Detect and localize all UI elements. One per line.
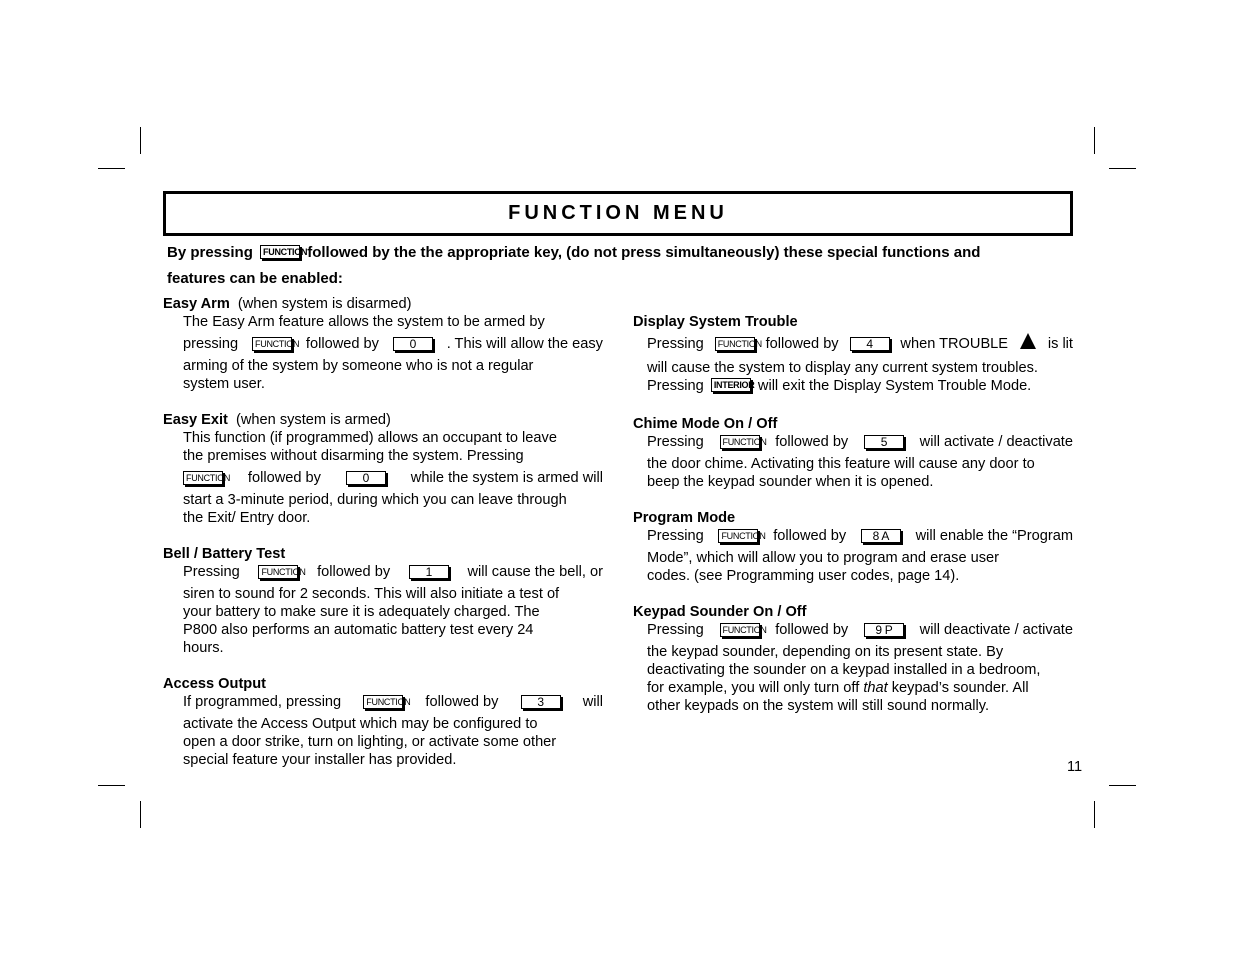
text: This function (if programmed) allows an occupant to leave (183, 430, 557, 446)
text: the keypad sounder, depending on its present state. By (647, 644, 1004, 660)
text: will cause the bell, or (467, 564, 603, 580)
function-key-icon: FUNCTION (715, 337, 755, 351)
text: will enable the “Program (915, 528, 1073, 544)
text: will activate / deactivate (919, 434, 1073, 450)
text-line (183, 447, 603, 465)
text-line: beep the keypad sounder when it is opened. (647, 474, 934, 490)
text-line (183, 711, 603, 733)
intro-line-1 (167, 240, 1047, 266)
intro-line-2: features can be enabled: (167, 270, 343, 287)
right-column (633, 313, 1073, 733)
text: when TROUBLE (900, 336, 1009, 352)
key-0-icon: 0 (346, 471, 386, 485)
section-title: Keypad Sounder On / Off (633, 604, 807, 620)
page-title-banner (163, 191, 1073, 236)
text: open a door strike, turn on lighting, or activate some other (183, 734, 557, 750)
text-line: system user. (183, 376, 265, 392)
text: your battery to make sure it is adequately charged. The (183, 604, 540, 620)
text: will deactivate / activate (919, 622, 1073, 638)
key-5-icon: 5 (864, 435, 904, 449)
text: pressing (183, 336, 239, 352)
text-line (647, 331, 1073, 353)
text: Pressing (647, 528, 704, 544)
text: . This will allow the easy (446, 336, 603, 352)
function-key-icon: FUNCTION (183, 471, 223, 485)
section-note: (when system is disarmed) (237, 296, 412, 312)
text: arming of the system by someone who is not a regular (183, 358, 534, 374)
text-line (647, 451, 1073, 473)
crop-mark-top-right-h (1109, 168, 1136, 169)
text-line (647, 377, 1073, 397)
section-bell-battery-test (163, 545, 603, 657)
section-access-output (163, 675, 603, 769)
text-line: codes. (see Programming user codes, page 14). (647, 568, 960, 584)
text: start a 3-minute period, during which you can leave through (183, 492, 567, 508)
page-number: 11 (1067, 759, 1083, 775)
section-title: Easy Arm (163, 296, 230, 312)
function-key-icon: FUNCTION (252, 337, 292, 351)
text: Mode”, which will allow you to program and erase user (647, 550, 1000, 566)
text-line (183, 603, 603, 621)
section-title: Bell / Battery Test (163, 546, 286, 562)
function-key-icon: FUNCTION (718, 529, 758, 543)
section-title: Program Mode (633, 510, 736, 526)
interior-key-icon: INTERIOR (711, 378, 751, 392)
trouble-warning-icon (1020, 333, 1036, 349)
text: activate the Access Output which may be configured to (183, 716, 538, 732)
section-title: Access Output (163, 676, 266, 692)
text: The Easy Arm feature allows the system to be armed by (183, 314, 545, 330)
page-title: FUNCTION MENU (508, 202, 728, 224)
text-italic: that (863, 680, 888, 696)
text: Pressing (647, 622, 704, 638)
text-line (647, 679, 1073, 697)
key-1-icon: 1 (409, 565, 449, 579)
section-program-mode (633, 509, 1073, 585)
section-title: Chime Mode On / Off (633, 416, 778, 432)
text: the door chime. Activating this feature will cause any door to (647, 456, 1035, 472)
crop-mark-top-right-v (1094, 127, 1095, 154)
key-3-icon: 3 (521, 695, 561, 709)
text-line: special feature your installer has provided. (183, 752, 457, 768)
function-key-icon: FUNCTION (260, 245, 300, 259)
text: keypad’s sounder. All (891, 680, 1029, 696)
text-line (183, 581, 603, 603)
text: Pressing (183, 564, 240, 580)
text-line (183, 693, 603, 711)
text-line (647, 433, 1073, 451)
text: followed by (775, 434, 849, 450)
text: will exit the Display System Trouble Mode. (757, 378, 1032, 394)
function-key-icon: FUNCTION (720, 623, 760, 637)
key-8a-icon: 8 A (861, 529, 901, 543)
section-chime-mode (633, 415, 1073, 491)
text: followed by (247, 470, 321, 486)
text: for example, you will only turn off (647, 680, 860, 696)
section-easy-arm (163, 295, 603, 393)
section-title: Display System Trouble (633, 314, 798, 330)
text: followed by (775, 622, 849, 638)
intro-text-b: followed by the the appropriate key, (do not press simultaneously) these special functions and (307, 244, 981, 261)
text: followed by (765, 336, 839, 352)
text-line (183, 353, 603, 375)
text: followed by (305, 336, 379, 352)
key-0-icon: 0 (393, 337, 433, 351)
key-9p-icon: 9 P (864, 623, 904, 637)
text-line (183, 331, 603, 353)
section-title: Easy Exit (163, 412, 228, 428)
section-keypad-sounder (633, 603, 1073, 715)
section-easy-exit (163, 411, 603, 527)
text: will cause the system to display any current system troubles. (647, 360, 1038, 376)
text: Pressing (647, 434, 704, 450)
crop-mark-top-left-v (140, 127, 141, 154)
text-line: other keypads on the system will still sound normally. (647, 698, 990, 714)
text: followed by (773, 528, 847, 544)
section-note: (when system is armed) (236, 412, 391, 428)
text: Pressing (647, 378, 704, 394)
text-line (183, 621, 603, 639)
left-column (163, 295, 603, 787)
text-line (647, 639, 1073, 661)
text-line (183, 429, 603, 447)
text-line: hours. (183, 640, 224, 656)
text-line: the Exit/ Entry door. (183, 510, 311, 526)
crop-mark-bottom-left-h (98, 785, 125, 786)
text: while the system is armed will (410, 470, 603, 486)
key-4-icon: 4 (850, 337, 890, 351)
text: the premises without disarming the system. Pressing (183, 448, 524, 464)
text: Pressing (647, 336, 704, 352)
text: followed by (317, 564, 391, 580)
function-key-icon: FUNCTION (258, 565, 298, 579)
text-line (647, 621, 1073, 639)
text: P800 also performs an automatic battery test every 24 (183, 622, 534, 638)
intro-text-a: By pressing (167, 244, 253, 261)
text-line (647, 353, 1073, 377)
text: If programmed, pressing (183, 694, 342, 710)
text-line (183, 487, 603, 509)
text-line (183, 563, 603, 581)
text: is lit (1047, 336, 1073, 352)
crop-mark-bottom-left-v (140, 801, 141, 828)
intro-paragraph (167, 240, 1047, 292)
crop-mark-top-left-h (98, 168, 125, 169)
function-key-icon: FUNCTION (363, 695, 403, 709)
text-line (183, 465, 603, 487)
function-key-icon: FUNCTION (720, 435, 760, 449)
text-line (183, 733, 603, 751)
section-display-system-trouble (633, 313, 1073, 397)
text-line (647, 661, 1073, 679)
text-line (647, 545, 1073, 567)
text: siren to sound for 2 seconds. This will also initiate a test of (183, 586, 560, 602)
crop-mark-bottom-right-v (1094, 801, 1095, 828)
text: deactivating the sounder on a keypad installed in a bedroom, (647, 662, 1041, 678)
text-line (183, 313, 603, 331)
text: followed by (425, 694, 499, 710)
crop-mark-bottom-right-h (1109, 785, 1136, 786)
text: will (582, 694, 603, 710)
text-line (647, 527, 1073, 545)
